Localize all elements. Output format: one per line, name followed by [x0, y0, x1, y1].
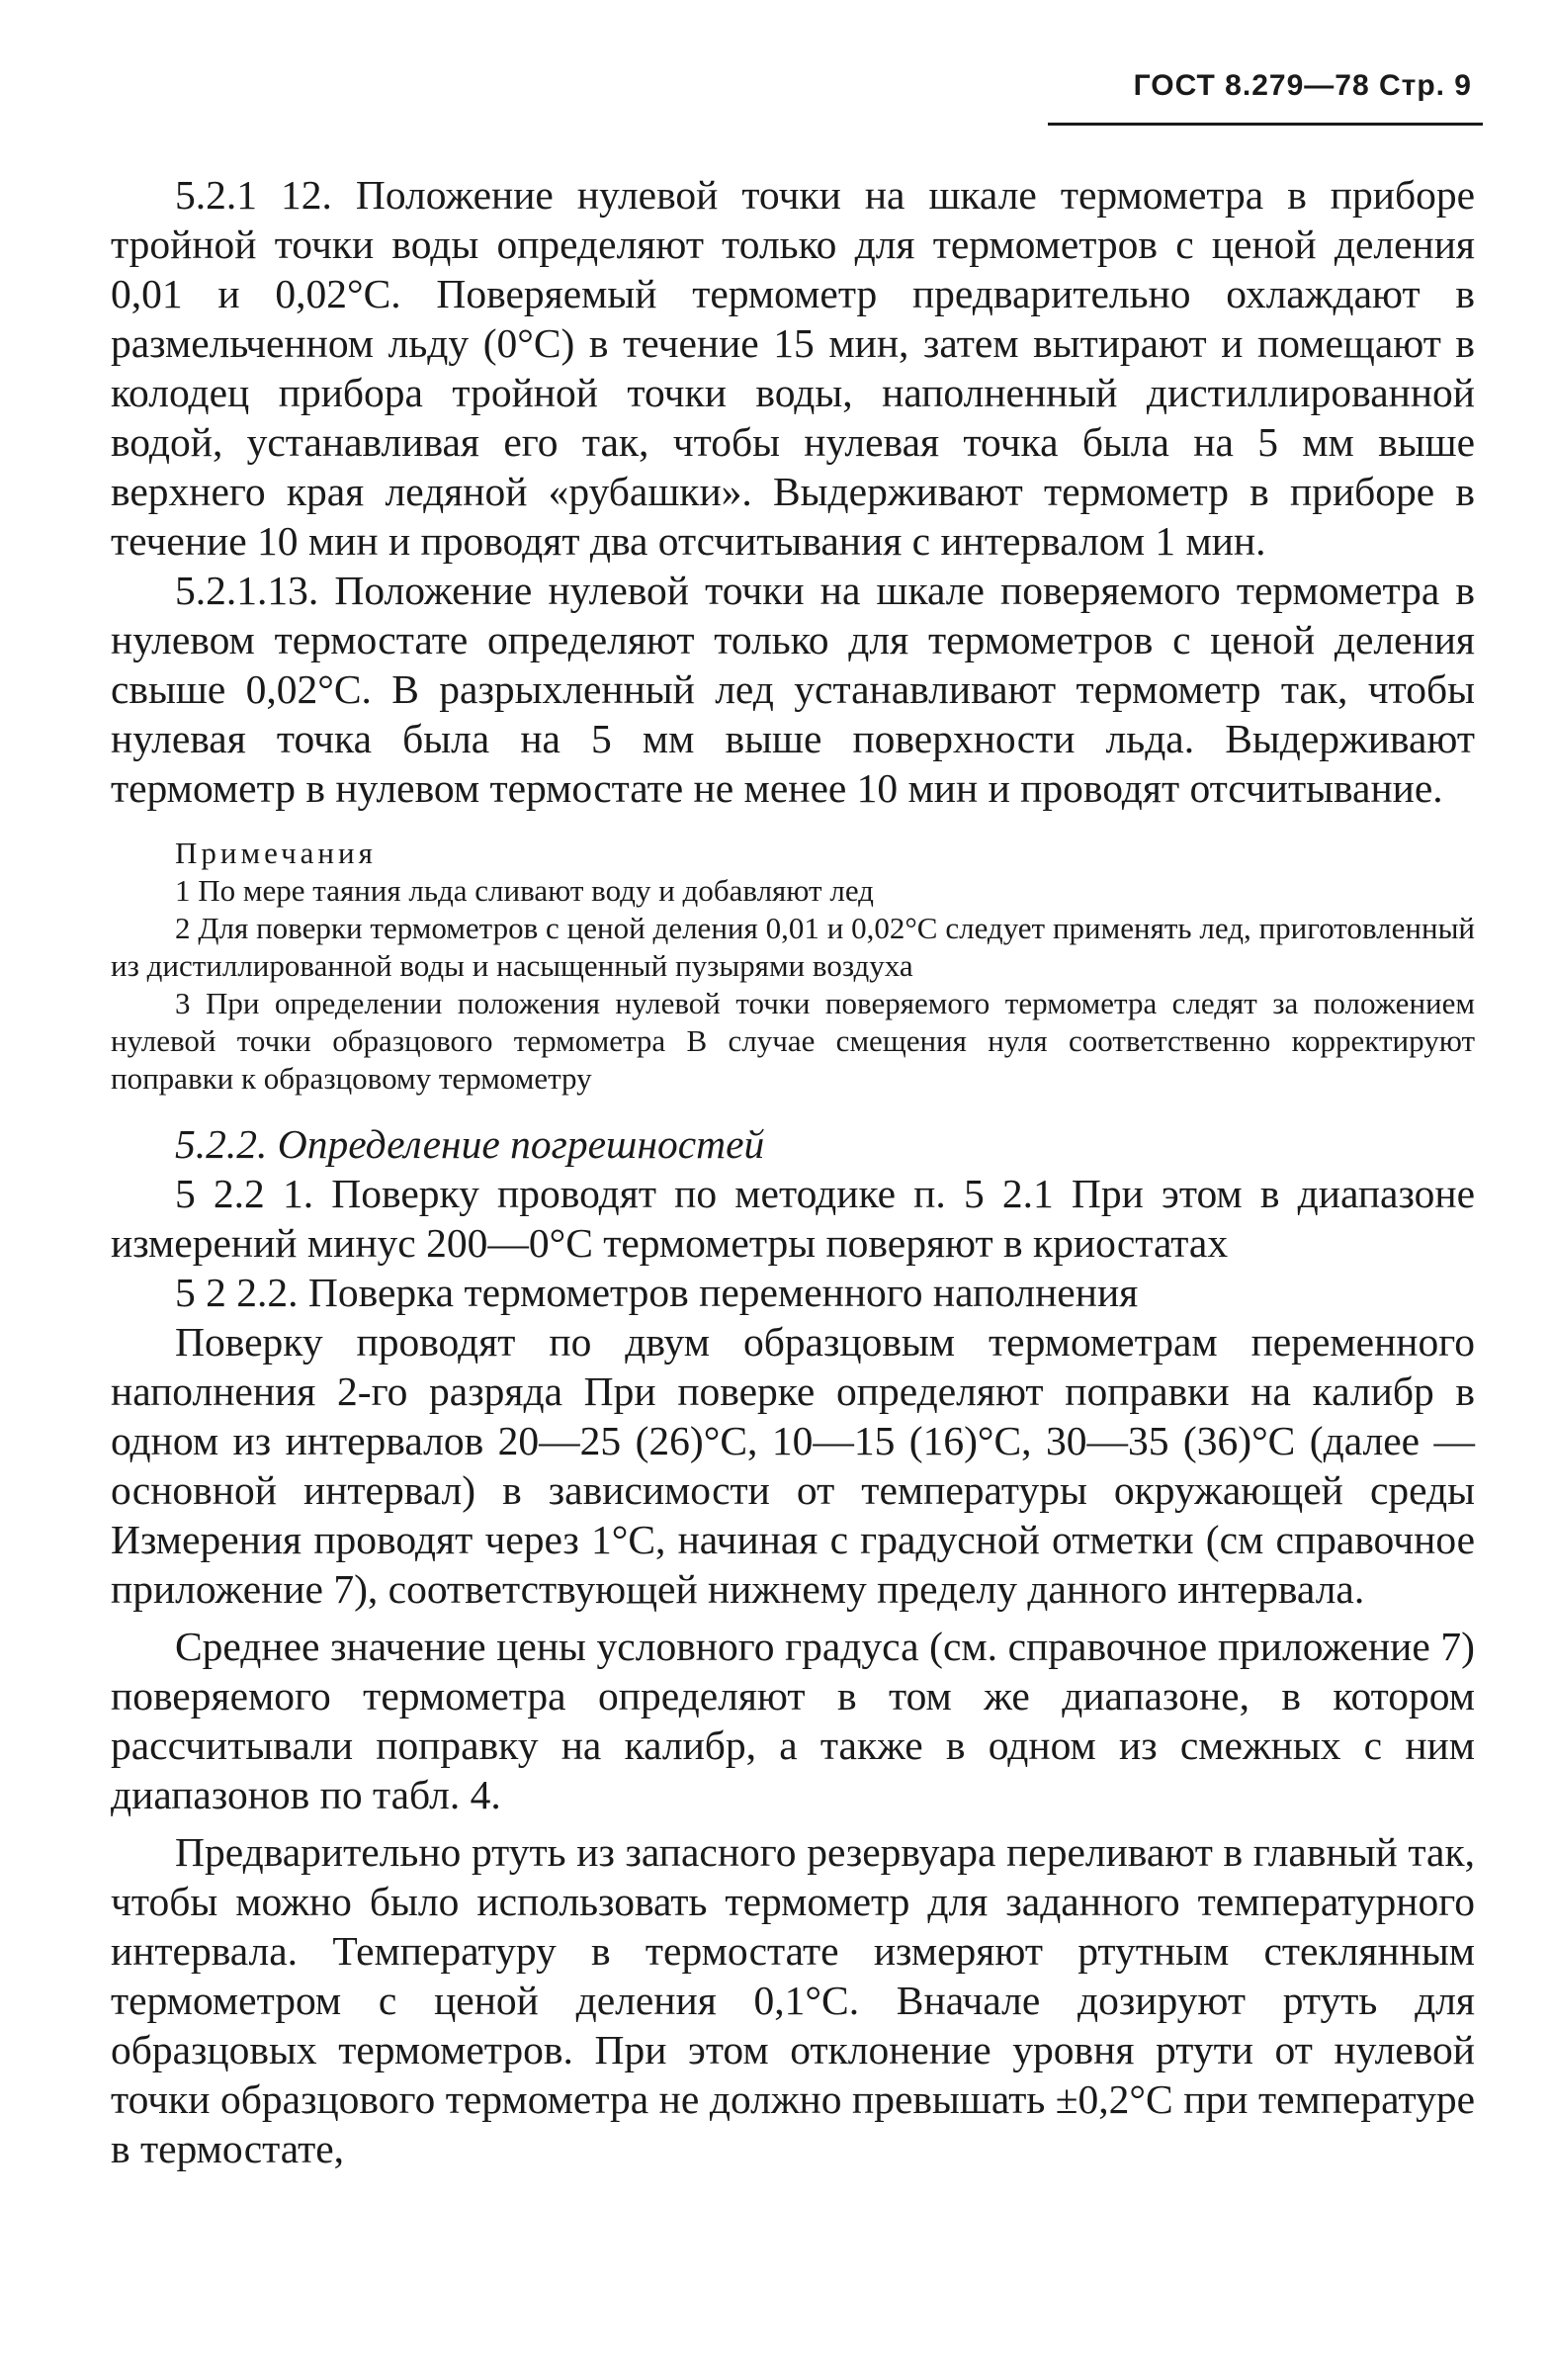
note-2: 2 Для поверки термометров с ценой деления 0,01 и 0,02°С следует применять лед, приготовленный из дистиллированной воды и насыщенный пузырями воздуха: [111, 911, 1475, 983]
paragraph-5-2-1-13: 5.2.1.13. Положение нулевой точки на шкале поверяемого термометра в нулевом термостате определяют только для термометров с ценой деления свыше 0,02°С. В разрыхленный лед устанавливают термометр так, чтобы нулевая точка была на 5 мм выше поверхности льда. Выдерживают термометр в нулевом термостате не менее 10 мин и проводят отсчитывание.: [111, 568, 1475, 811]
note-3: 3 При определении положения нулевой точки поверяемого термометра следят за положением нулевой точки образцового термометра В случае смещения нуля соответственно корректируют поправки к образцовому термометру: [111, 986, 1475, 1096]
note-1: 1 По мере таяния льда сливают воду и добавляют лед: [175, 873, 874, 908]
paragraph-5-2-2-2: 5 2 2.2. Поверка термометров переменного наполнения: [175, 1270, 1139, 1315]
page-header: ГОСТ 8.279—78 Стр. 9: [1133, 69, 1472, 102]
header-rule: [1048, 123, 1483, 126]
page-body: [111, 170, 1475, 2173]
notes-title: Примечания: [175, 836, 377, 870]
paragraph-5-2-2-1: 5 2.2 1. Поверку проводят по методике п. 5 2.1 При этом в диапазоне измерений минус 200—0°С термометры поверяют в криостатах: [111, 1171, 1475, 1266]
paragraph-mercury-transfer: Предварительно ртуть из запасного резервуара переливают в главный так, чтобы можно было использовать термометр для заданного температурного интервала. Температуру в термостате измеряют ртутным стеклянным термометром с ценой деления 0,1°С. Вначале дозируют ртуть для образцовых термометров. При этом отклонение уровня ртути от нулевой точки образцового термометра не должно превышать ±0,2°С при температуре в термостате,: [111, 1829, 1475, 2171]
section-heading-5-2-2: 5.2.2. Определение погрешностей: [175, 1121, 765, 1167]
paragraph-conditional-degree: Среднее значение цены условного градуса (см. справочное приложение 7) поверяемого термометра определяют в том же диапазоне, в котором рассчитывали поправку на калибр, а также в одном из смежных с ним диапазонов по табл. 4.: [111, 1624, 1475, 1817]
paragraph-5-2-1-12: 5.2.1 12. Положение нулевой точки на шкале термометра в приборе тройной точки воды определяют только для термометров с ценой деления 0,01 и 0,02°С. Поверяемый термометр предварительно охлаждают в размельченном льду (0°С) в течение 15 мин, затем вытирают и помещают в колодец прибора тройной точки воды, наполненный дистиллированной водой, устанавливая его так, чтобы нулевая точка была на 5 мм выше верхнего края ледяной «рубашки». Выдерживают термометр в приборе в течение 10 мин и проводят два отсчитывания с интервалом 1 мин.: [111, 172, 1475, 564]
paragraph-verification-method: Поверку проводят по двум образцовым термометрам переменного наполнения 2-го разряда При поверке определяют поправки на калибр в одном из интервалов 20—25 (26)°С, 10—15 (16)°С, 30—35 (36)°С (далее — основной интервал) в зависимости от температуры окружающей среды Измерения проводят через 1°С, начиная с градусной отметки (см справочное приложение 7), соответствующей нижнему пределу данного интервала.: [111, 1319, 1475, 1612]
